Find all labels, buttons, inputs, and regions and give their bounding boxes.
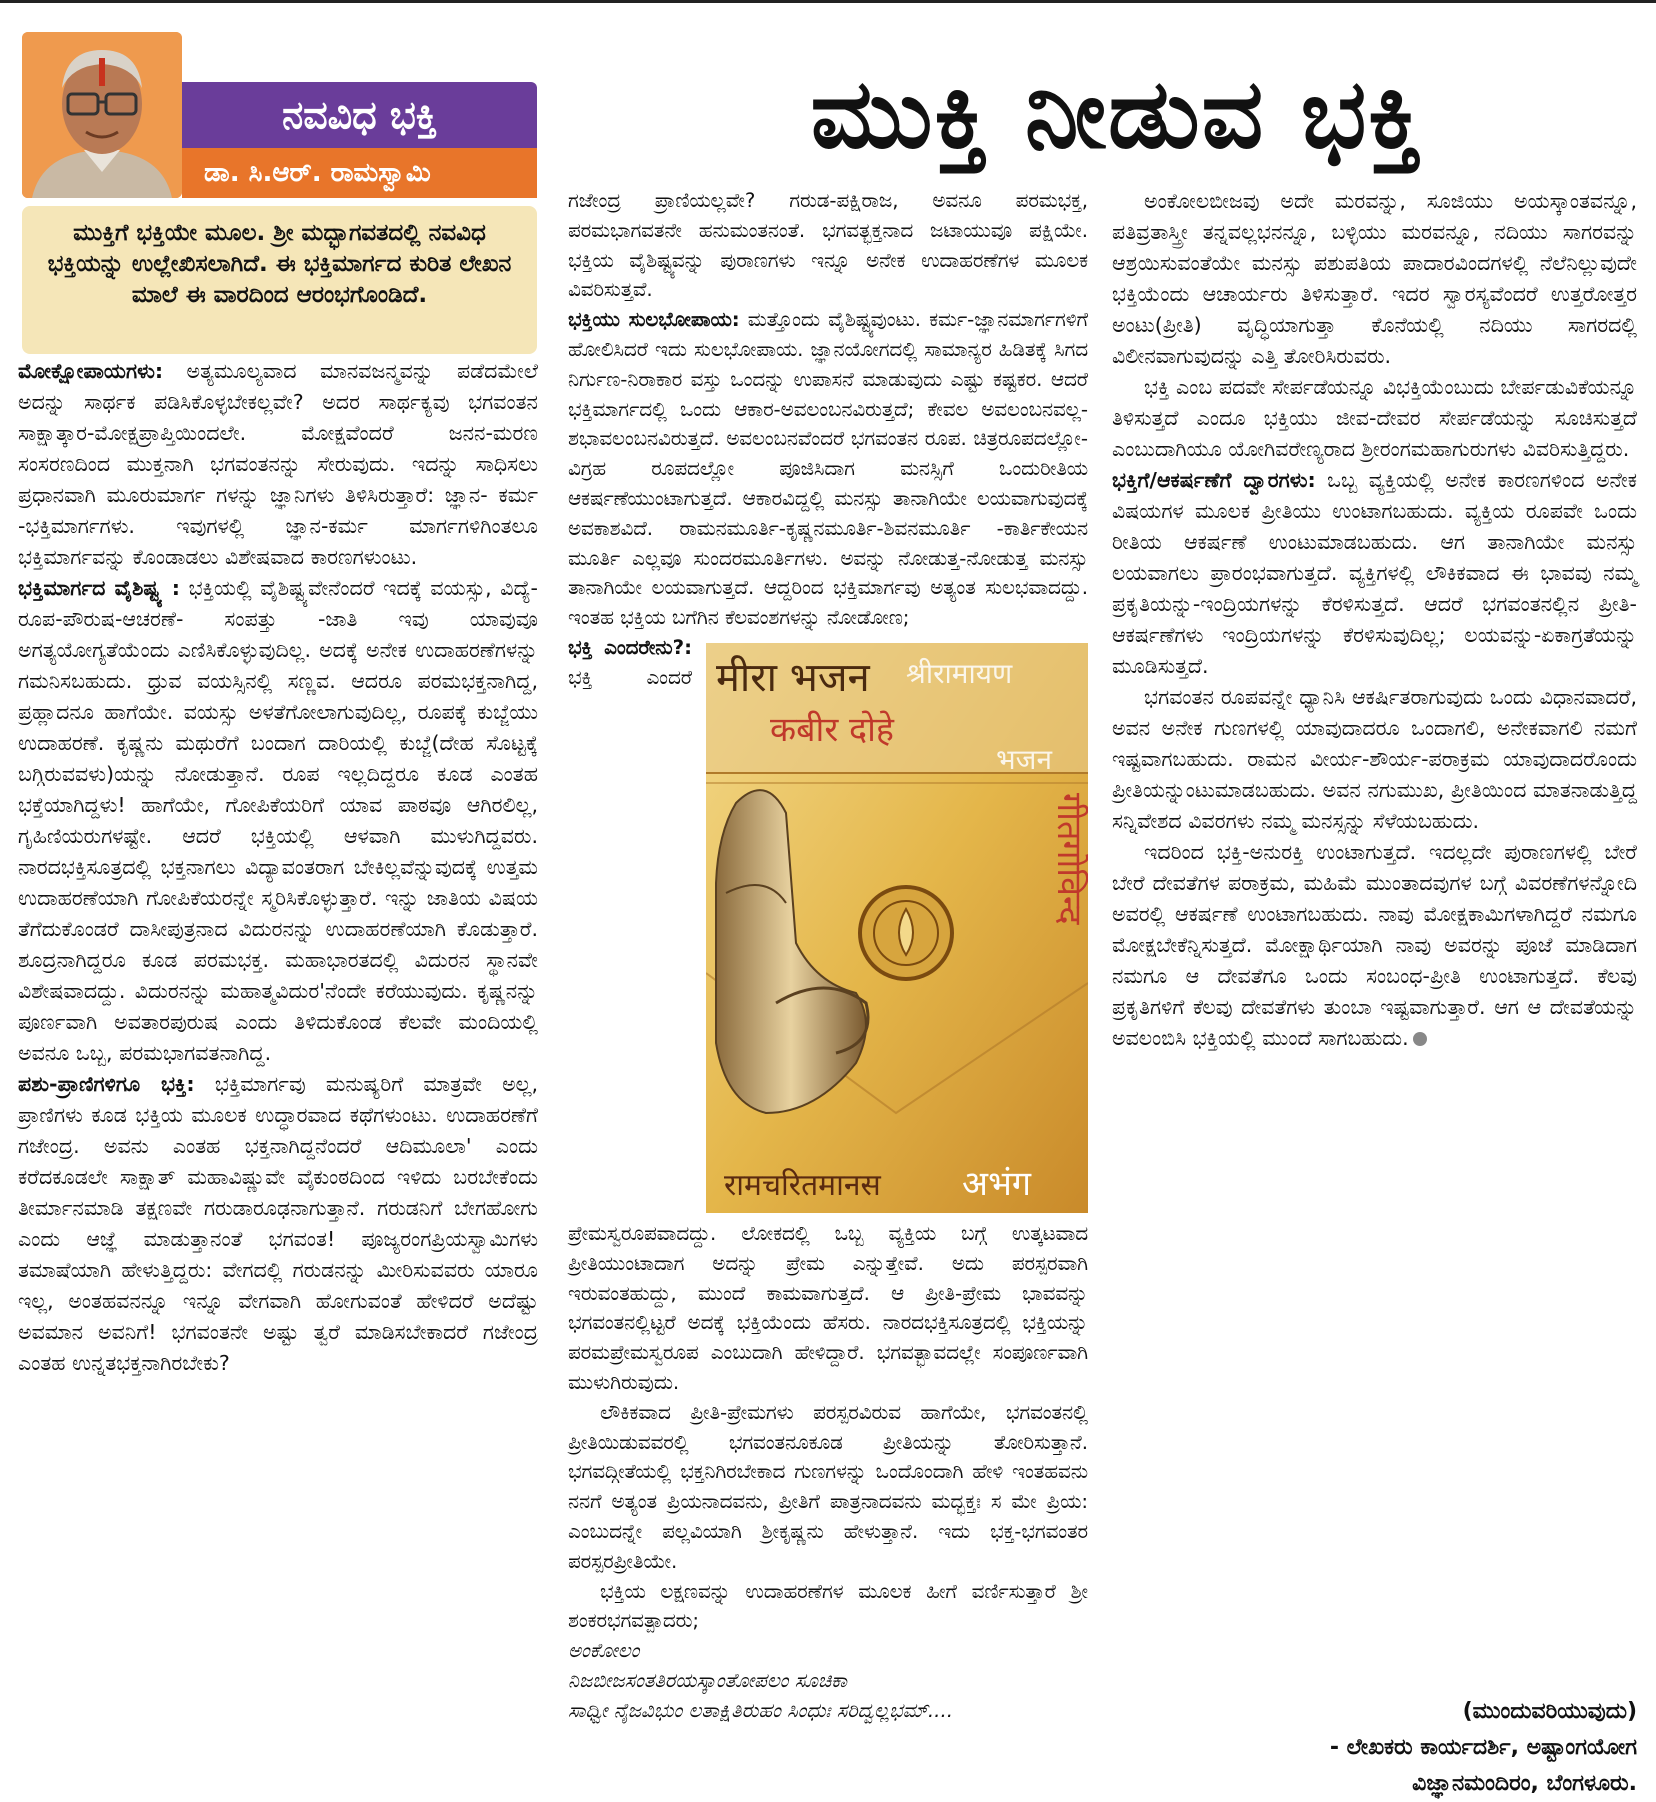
illustration-caption: भजन	[996, 742, 1053, 776]
section-heading: ಭಕ್ತಿಗೆ/ಆಕರ್ಷಣೆಗೆ ದ್ವಾರಗಳು:	[1112, 468, 1316, 492]
illustration-caption: गीतगोविन्द	[1049, 792, 1088, 925]
column-3	[1112, 186, 1637, 1054]
paragraph: ಅಂಕೋಲಬೀಜವು ಅದೇ ಮರವನ್ನು, ಸೂಜಿಯು ಅಯಸ್ಕಾಂತವನ್ನೂ, ಪತಿವ್ರತಾಸ್ತ್ರೀ ತನ್ನವಲ್ಲಭನನ್ನೂ, ಬಳ್ಳಿಯು ಮರವನ್ನೂ, ನದಿಯು ಸಾಗರವನ್ನು ಆಶ್ರಯಿಸುವಂತೆಯೇ ಮನಸ್ಸು ಪಶುಪತಿಯ ಪಾದಾರವಿಂದಗಳಲ್ಲಿ ನೆಲೆನಿಲ್ಲುವುದೇ ಭಕ್ತಿಯೆಂದು ಆಚಾರ್ಯರು ತಿಳಿಸುತ್ತಾರೆ. ಇದರ ಸ್ವಾರಸ್ಯವೆಂದರೆ ಉತ್ತರೋತ್ತರ ಅಂಟು(ಪ್ರೀತಿ) ವೃದ್ಧಿಯಾಗುತ್ತಾ ಕೊನೆಯಲ್ಲಿ ನದಿಯು ಸಾಗರದಲ್ಲಿ ವಿಲೀನವಾಗುವುದನ್ನು ಎತ್ತಿ ತೋರಿಸಿರುವರು.	[1112, 189, 1637, 368]
continued-label: (ಮುಂದುವರಿಯುವುದು)	[1462, 1699, 1637, 1724]
paragraph-text: ಮತ್ತೊಂದು ವೈಶಿಷ್ಟ್ಯವುಂಟು. ಕರ್ಮ-ಜ್ಞಾನಮಾರ್ಗಗಳಿಗೆ ಹೋಲಿಸಿದರೆ ಇದು ಸುಲಭೋಪಾಯ. ಜ್ಞಾನಯೋಗದಲ್ಲಿ ಸಾಮಾನ್ಯರ ಹಿಡಿತಕ್ಕೆ ಸಿಗದ ನಿರ್ಗುಣ-ನಿರಾಕಾರ ವಸ್ತು ಒಂದನ್ನು ಉಪಾಸನೆ ಮಾಡುವುದು ಎಷ್ಟು ಕಷ್ಟಕರ. ಆದರೆ ಭಕ್ತಿಮಾರ್ಗದಲ್ಲಿ ಒಂದು ಆಕಾರ-ಅವಲಂಬನವಿರುತ್ತದೆ; ಕೇವಲ ಅವಲಂಬನವಲ್ಲ-ಶಭಾವಲಂಬನವಿರುತ್ತದೆ. ಅವಲಂಬನವೆಂದರೆ ಭಗವಂತನ ರೂಪ. ಚಿತ್ರರೂಪದಲ್ಲೋ-ವಿಗ್ರಹ ರೂಪದಲ್ಲೋ ಪೂಜಿಸಿದಾಗ ಮನಸ್ಸಿಗೆ ಒಂದುರೀತಿಯ ಆಕರ್ಷಣೆಯುಂಟಾಗುತ್ತದೆ. ಆಕಾರವಿದ್ದಲ್ಲಿ ಮನಸ್ಸು ತಾನಾಗಿಯೇ ಲಯವಾಗುವುದಕ್ಕೆ ಅವಕಾಶವಿದೆ. ರಾಮನಮೂರ್ತಿ-ಕೃಷ್ಣನಮೂರ್ತಿ-ಶಿವನಮೂರ್ತಿ -ಕಾರ್ತಿಕೇಯನ ಮೂರ್ತಿ ಎಲ್ಲವೂ ಸುಂದರಮೂರ್ತಿಗಳು. ಅವನ್ನು ನೋಡುತ್ತ-ನೋಡುತ್ತ ಮನಸ್ಸು ತಾನಾಗಿಯೇ ಲಯವಾಗುತ್ತದೆ. ಆದ್ದರಿಂದ ಭಕ್ತಿಮಾರ್ಗವು ಅತ್ಯಂತ ಸುಲಭವಾದದ್ದು. ಇಂತಹ ಭಕ್ತಿಯ ಬಗೆಗಿನ ಕೆಲವಂಶಗಳನ್ನು ನೋಡೋಣ;	[568, 308, 1088, 630]
paragraph-text: ಭಕ್ತಿಮಾರ್ಗವು ಮನುಷ್ಯರಿಗೆ ಮಾತ್ರವೇ ಅಲ್ಲ, ಪ್ರಾಣಿಗಳು ಕೂಡ ಭಕ್ತಿಯ ಮೂಲಕ ಉದ್ಧಾರವಾದ ಕಥೆಗಳುಂಟು. ಉದಾಹರಣೆಗೆ ಗಜೇಂದ್ರ. ಅವನು ಎಂತಹ ಭಕ್ತನಾಗಿದ್ದನೆಂದರೆ ಆದಿಮೂಲಾ' ಎಂದು ಕರೆದಕೂಡಲೇ ಸಾಕ್ಷಾತ್ ಮಹಾವಿಷ್ಣುವೇ ವೈಕುಂಠದಿಂದ ಇಳಿದು ಬರಬೇಕೆಂದು ತೀರ್ಮಾನಮಾಡಿ ತಕ್ಷಣವೇ ಗರುಡಾರೂಢನಾಗುತ್ತಾನೆ. ಗರುಡನಿಗೆ ಬೇಗಹೋಗು ಎಂದು ಆಜ್ಞೆ ಮಾಡುತ್ತಾನಂತೆ ಭಗವಂತ! ಪೂಜ್ಯರಂಗಪ್ರಿಯಸ್ವಾಮಿಗಳು ತಮಾಷೆಯಾಗಿ ಹೇಳುತ್ತಿದ್ದರು: ವೇಗದಲ್ಲಿ ಗರುಡನನ್ನು ಮೀರಿಸುವವರು ಯಾರೂ ಇಲ್ಲ, ಅಂತಹವನನ್ನೂ ಇನ್ನೂ ವೇಗವಾಗಿ ಹೋಗುವಂತೆ ಹೇಳಿದರೆ ಅದೆಷ್ಟು ಅವಮಾನ ಅವನಿಗೆ! ಭಗವಂತನೇ ಅಷ್ಟು ತ್ವರೆ ಮಾಡಿಸಬೇಕಾದರೆ ಗಜೇಂದ್ರ ಎಂತಹ ಉನ್ನತಭಕ್ತನಾಗಿರಬೇಕು?	[18, 1072, 539, 1375]
paragraph	[1112, 837, 1637, 1054]
meditation-hand-illustration-icon	[706, 643, 1088, 1213]
series-title: ನವವಿಧ ಭಕ್ತಿ	[182, 82, 537, 148]
paragraph: ಗಜೇಂದ್ರ ಪ್ರಾಣಿಯಲ್ಲವೇ? ಗರುಡ-ಪಕ್ಷಿರಾಜ, ಅವನೂ ಪರಮಭಕ್ತ, ಪರಮಭಾಗವತನೇ ಹನುಮಂತನಂತೆ. ಭಗವತ್ಭಕ್ತನಾದ ಜಟಾಯುವೂ ಪಕ್ಷಿಯೇ. ಭಕ್ತಿಯ ವೈಶಿಷ್ಟ್ಯವನ್ನು ಪುರಾಣಗಳು ಇನ್ನೂ ಅನೇಕ ಉದಾಹರಣೆಗಳ ಮೂಲಕ ವಿವರಿಸುತ್ತವೆ.	[568, 189, 1088, 302]
illustration-caption: मीरा भजन	[716, 654, 870, 701]
shloka	[568, 1636, 1088, 1725]
illustration	[706, 643, 1088, 1213]
author-credit: - ಲೇಖಕರು ಕಾರ್ಯದರ್ಶಿ, ಅಷ್ಟಾಂಗಯೋಗ	[1329, 1735, 1637, 1760]
paragraph-text: ಅತ್ಯಮೂಲ್ಯವಾದ ಮಾನವಜನ್ಮವನ್ನು ಪಡೆದಮೇಲೆ ಅದನ್ನು ಸಾರ್ಥಕ ಪಡಿಸಿಕೊಳ್ಳಬೇಕಲ್ಲವೇ? ಅದರ ಸಾರ್ಥಕ್ಯವು ಭಗವಂತನ ಸಾಕ್ಷಾತ್ಕಾರ-ಮೋಕ್ಷಪ್ರಾಪ್ತಿಯಿಂದಲೇ. ಮೋಕ್ಷವೆಂದರೆ ಜನನ-ಮರಣ ಸಂಸರಣದಿಂದ ಮುಕ್ತನಾಗಿ ಭಗವಂತನನ್ನು ಸೇರುವುದು. ಇದನ್ನು ಸಾಧಿಸಲು ಪ್ರಧಾನವಾಗಿ ಮೂರುಮಾರ್ಗ ಗಳನ್ನು ಜ್ಞಾನಿಗಳು ತಿಳಿಸಿರುತ್ತಾರೆ: ಜ್ಞಾನ- ಕರ್ಮ -ಭಕ್ತಿಮಾರ್ಗಗಳು. ಇವುಗಳಲ್ಲಿ ಜ್ಞಾನ-ಕರ್ಮ ಮಾರ್ಗಗಳಿಗಿಂತಲೂ ಭಕ್ತಿಮಾರ್ಗವನ್ನು ಕೊಂಡಾಡಲು ವಿಶೇಷವಾದ ಕಾರಣಗಳುಂಟು.	[18, 359, 538, 569]
author-name: ಡಾ. ಸಿ.ಆರ್. ರಾಮಸ್ವಾಮಿ	[182, 148, 537, 198]
paragraph	[568, 305, 1088, 633]
shloka-line: ಸಾಧ್ವೀ ನೈಜವಿಭುಂ ಲತಾಕ್ಷಿತಿರುಹಂ ಸಿಂಧುಃ ಸರಿದ್ವಲ್ಲಭಮ್....	[568, 1698, 954, 1722]
paragraph: ಭಕ್ತಿಯ ಲಕ್ಷಣವನ್ನು ಉದಾಹರಣೆಗಳ ಮೂಲಕ ಹೀಗೆ ವರ್ಣಿಸುತ್ತಾರೆ ಶ್ರೀ ಶಂಕರಭಗವತ್ಪಾದರು;	[568, 1579, 1088, 1633]
paragraph-text: ಇದರಿಂದ ಭಕ್ತಿ-ಅನುರಕ್ತಿ ಉಂಟಾಗುತ್ತದೆ. ಇದಲ್ಲದೇ ಪುರಾಣಗಳಲ್ಲಿ ಬೇರೆ ಬೇರೆ ದೇವತೆಗಳ ಪರಾಕ್ರಮ, ಮಹಿಮೆ ಮುಂತಾದವುಗಳ ಬಗ್ಗೆ ವಿವರಣೆಗಳನ್ನೋದಿ ಅವರಲ್ಲಿ ಆಕರ್ಷಣೆ ಉಂಟಾಗಬಹುದು. ನಾವು ಮೋಕ್ಷಕಾಮಿಗಳಾಗಿದ್ದರೆ ನಮಗೂ ಮೋಕ್ಷಬೇಕೆನ್ನಿಸುತ್ತದೆ. ಮೋಕ್ಷಾರ್ಥಿಯಾಗಿ ನಾವು ಅವರನ್ನು ಪೂಜೆ ಮಾಡಿದಾಗ ನಮಗೂ ಆ ದೇವತೆಗೂ ಒಂದು ಸಂಬಂಧ-ಪ್ರೀತಿ ಉಂಟಾಗುತ್ತದೆ. ಕೆಲವು ಪ್ರಕೃತಿಗಳಿಗೆ ಕೆಲವು ದೇವತೆಗಳು ತುಂಬಾ ಇಷ್ಟವಾಗುತ್ತಾರೆ. ಆಗ ಆ ದೇವತೆಯನ್ನು ಅವಲಂಬಿಸಿ ಭಕ್ತಿಯಲ್ಲಿ ಮುಂದೆ ಸಾಗಬಹುದು.	[1112, 840, 1637, 1050]
paragraph	[18, 573, 538, 1069]
section-heading: ಭಕ್ತಿಯು ಸುಲಭೋಪಾಯ:	[568, 308, 740, 332]
paragraph-text: ಒಬ್ಬ ವ್ಯಕ್ತಿಯಲ್ಲಿ ಅನೇಕ ಕಾರಣಗಳಿಂದ ಅನೇಕ ವಿಷಯಗಳ ಮೂಲಕ ಪ್ರೀತಿಯು ಉಂಟಾಗಬಹುದು. ವ್ಯಕ್ತಿಯ ರೂಪವೇ ಒಂದು ರೀತಿಯ ಆಕರ್ಷಣೆ ಉಂಟುಮಾಡಬಹುದು. ಆಗ ತಾನಾಗಿಯೇ ಮನಸ್ಸು ಲಯವಾಗಲು ಪ್ರಾರಂಭವಾಗುತ್ತದೆ. ವ್ಯಕ್ತಿಗಳಲ್ಲಿ ಲೌಕಿಕವಾದ ಈ ಭಾವವು ನಮ್ಮ ಪ್ರಕೃತಿಯನ್ನು-ಇಂದ್ರಿಯಗಳನ್ನು ಕೆರಳಿಸುತ್ತದೆ. ಆದರೆ ಭಗವಂತನಲ್ಲಿನ ಪ್ರೀತಿ- ಆಕರ್ಷಣೆಗಳು ಇಂದ್ರಿಯಗಳನ್ನು ಕೆರಳಿಸುವುದಿಲ್ಲ; ಲಯವನ್ನು-ಏಕಾಗ್ರತೆಯನ್ನು ಮೂಡಿಸುತ್ತದೆ.	[1112, 468, 1637, 678]
illustration-caption: कबीर दोहे	[770, 709, 894, 750]
top-rule	[0, 0, 1656, 3]
paragraph	[568, 633, 1088, 1398]
shloka-line: ಅಂಕೋಲಂ	[568, 1639, 640, 1663]
author-footnote	[1112, 1694, 1637, 1802]
illustration-caption: श्रीरामायण	[906, 656, 1013, 690]
paragraph	[18, 1069, 538, 1379]
shloka-line: ನಿಜಬೀಜಸಂತತಿರಯಸ್ಕಾಂತೋಪಲಂ ಸೂಚಿಕಾ	[568, 1668, 848, 1692]
paragraph	[1112, 465, 1637, 682]
paragraph-text: ಭಕ್ತಿ ಎಂದರೆ ಪ್ರೇಮಸ್ವರೂಪವಾದದ್ದು. ಲೋಕದಲ್ಲಿ ಒಬ್ಬ ವ್ಯಕ್ತಿಯ ಬಗ್ಗೆ ಉತ್ಕಟವಾದ ಪ್ರೀತಿಯುಂಟಾದಾಗ ಅದನ್ನು ಪ್ರೇಮ ಎನ್ನುತ್ತೇವೆ. ಅದು ಪರಸ್ಪರವಾಗಿ ಇರುವಂತಹುದ್ದು, ಮುಂದೆ ಕಾಮವಾಗುತ್ತದೆ. ಆ ಪ್ರೀತಿ-ಪ್ರೇಮ ಭಾವವನ್ನು ಭಗವಂತನಲ್ಲಿಟ್ಟರೆ ಅದಕ್ಕೆ ಭಕ್ತಿಯೆಂದು ಹೆಸರು. ನಾರದಭಕ್ತಿಸೂತ್ರದಲ್ಲಿ ಭಕ್ತಿಯನ್ನು ಪರಮಪ್ರೇಮಸ್ವರೂಪ ಎಂಬುದಾಗಿ ಹೇಳಿದ್ದಾರೆ. ಭಗವತ್ಭಾವದಲ್ಲೇ ಸಂಪೂರ್ಣವಾಗಿ ಮುಳುಗಿರುವುದು.	[568, 665, 1088, 1394]
illustration-caption: रामचरितमानस	[724, 1167, 881, 1203]
author-photo	[22, 32, 182, 198]
section-heading: ಭಕ್ತಿ ಎಂದರೇನು?:	[568, 635, 692, 659]
intro-box: ಮುಕ್ತಿಗೆ ಭಕ್ತಿಯೇ ಮೂಲ. ಶ್ರೀ ಮದ್ಭಾಗವತದಲ್ಲಿ ನವವಿಧ ಭಕ್ತಿಯನ್ನು ಉಲ್ಲೇಖಿಸಲಾಗಿದೆ. ಈ ಭಕ್ತಿಮಾರ್ಗದ ಕುರಿತ ಲೇಖನ ಮಾಲೆ ಈ ವಾರದಿಂದ ಆರಂಭಗೊಂಡಿದೆ.	[22, 206, 537, 354]
paragraph: ಭಗವಂತನ ರೂಪವನ್ನೇ ಧ್ಯಾನಿಸಿ ಆಕರ್ಷಿತರಾಗುವುದು ಒಂದು ವಿಧಾನವಾದರೆ, ಅವನ ಅನೇಕ ಗುಣಗಳಲ್ಲಿ ಯಾವುದಾದರೂ ಒಂದಾಗಲಿ, ಅನೇಕವಾಗಲಿ ನಮಗೆ ಇಷ್ಟವಾಗಬಹುದು. ರಾಮನ ವೀರ್ಯ-ಶೌರ್ಯ-ಪರಾಕ್ರಮ ಯಾವುದಾದರೊಂದು ಪ್ರೀತಿಯನ್ನುಂಟುಮಾಡಬಹುದು. ಅವನ ನಗುಮುಖ, ಪ್ರೀತಿಯಿಂದ ಮಾತನಾಡುತ್ತಿದ್ದ ಸನ್ನಿವೇಶದ ವಿವರಗಳು ನಮ್ಮ ಮನಸ್ಸನ್ನು ಸೆಳೆಯಬಹುದು.	[1112, 685, 1637, 833]
section-heading: ಮೋಕ್ಷೋಪಾಯಗಳು:	[18, 359, 164, 383]
column-1	[18, 356, 538, 1379]
paragraph: ಭಕ್ತಿ ಎಂಬ ಪದವೇ ಸೇರ್ಪಡೆಯನ್ನೂ ವಿಭಕ್ತಿಯೆಂಬುದು ಬೇರ್ಪಡುವಿಕೆಯನ್ನೂ ತಿಳಿಸುತ್ತದೆ ಎಂದೂ ಭಕ್ತಿಯು ಜೀವ-ದೇವರ ಸೇರ್ಪಡೆಯನ್ನು ಸೂಚಿಸುತ್ತದೆ ಎಂಬುದಾಗಿಯೂ ಯೋಗಿವರೇಣ್ಯರಾದ ಶ್ರೀರಂಗಮಹಾಗುರುಗಳು ವಿವರಿಸುತ್ತಿದ್ದರು.	[1112, 375, 1637, 461]
author-portrait-icon	[22, 32, 182, 198]
section-heading: ಭಕ್ತಿಮಾರ್ಗದ ವೈಶಿಷ್ಟ್ಯ :	[18, 576, 180, 600]
author-credit: ವಿಜ್ಞಾನಮಂದಿರಂ, ಬೆಂಗಳೂರು.	[1412, 1771, 1637, 1796]
page-title: ಮುಕ್ತಿ ನೀಡುವ ಭಕ್ತಿ	[810, 57, 1424, 170]
column-2	[568, 186, 1088, 1726]
illustration-caption: अभंग	[962, 1163, 1032, 1204]
end-mark-icon	[1413, 1032, 1427, 1046]
paragraph-text: ಭಕ್ತಿಯಲ್ಲಿ ವೈಶಿಷ್ಟ್ಯವೇನೆಂದರೆ ಇದಕ್ಕೆ ವಯಸ್ಸು, ವಿದ್ಯೆ-ರೂಪ-ಪೌರುಷ-ಆಚರಣೆ- ಸಂಪತ್ತು -ಜಾತಿ ಇವು ಯಾವುವೂ ಅಗತ್ಯಯೋಗ್ಯತೆಯೆಂದು ಎಣಿಸಿಕೊಳ್ಳುವುದಿಲ್ಲ. ಅದಕ್ಕೆ ಅನೇಕ ಉದಾಹರಣೆಗಳನ್ನು ಗಮನಿಸಬಹುದು. ಧ್ರುವ ವಯಸ್ಸಿನಲ್ಲಿ ಸಣ್ಣವ. ಆದರೂ ಪರಮಭಕ್ತನಾಗಿದ್ದ, ಪ್ರಹ್ಲಾದನೂ ಹಾಗೆಯೇ. ವಯಸ್ಸು ಅಳತೆಗೋಲಾಗುವುದಿಲ್ಲ, ರೂಪಕ್ಕೆ ಕುಬ್ಜೆಯು ಉದಾಹರಣೆ. ಕೃಷ್ಣನು ಮಥುರೆಗೆ ಬಂದಾಗ ದಾರಿಯಲ್ಲಿ ಕುಬ್ಜೆ(ದೇಹ ಸೊಟ್ಟಕ್ಕೆ ಬಗ್ಗಿರುವವಳು)ಯನ್ನು ನೋಡುತ್ತಾನೆ. ರೂಪ ಇಲ್ಲದಿದ್ದರೂ ಕೂಡ ಎಂತಹ ಭಕ್ತೆಯಾಗಿದ್ದಳು! ಹಾಗೆಯೇ, ಗೋಪಿಕೆಯರಿಗೆ ಯಾವ ಪಾಠವೂ ಆಗಿರಲಿಲ್ಲ, ಗೃಹಿಣಿಯರುಗಳಷ್ಟೇ. ಆದರೆ ಭಕ್ತಿಯಲ್ಲಿ ಆಳವಾಗಿ ಮುಳುಗಿದ್ದವರು. ನಾರದಭಕ್ತಿಸೂತ್ರದಲ್ಲಿ ಭಕ್ತನಾಗಲು ವಿದ್ಯಾವಂತರಾಗ ಬೇಕಿಲ್ಲವೆನ್ನುವುದಕ್ಕೆ ಉತ್ತಮ ಉದಾಹರಣೆಯಾಗಿ ಗೋಪಿಕೆಯರನ್ನೇ ಸ್ಮರಿಸಿಕೊಳ್ಳುತ್ತಾರೆ. ಇನ್ನು ಜಾತಿಯ ವಿಷಯ ತೆಗೆದುಕೊಂಡರೆ ದಾಸೀಪುತ್ರನಾದ ವಿದುರನನ್ನು ಉದಾಹರಣೆಯಾಗಿ ಕೊಡುತ್ತಾರೆ. ಶೂದ್ರನಾಗಿದ್ದರೂ ಕೂಡ ಪರಮಭಕ್ತ. ಮಹಾಭಾರತದಲ್ಲಿ ವಿದುರನ ಸ್ಥಾನವೇ ವಿಶೇಷವಾದದ್ದು. ವಿದುರನನ್ನು ಮಹಾತ್ಮವಿದುರ'ನೆಂದೇ ಕರೆಯುವುದು. ಕೃಷ್ಣನನ್ನು ಪೂರ್ಣವಾಗಿ ಅವತಾರಪುರುಷ ಎಂದು ತಿಳಿದುಕೊಂಡ ಕೆಲವೇ ಮಂದಿಯಲ್ಲಿ ಅವನೂ ಒಬ್ಬ, ಪರಮಭಾಗವತನಾಗಿದ್ದ.	[18, 576, 538, 1065]
paragraph	[18, 356, 538, 573]
section-heading: ಪಶು-ಪ್ರಾಣಿಗಳಿಗೂ ಭಕ್ತಿ:	[18, 1072, 195, 1096]
paragraph: ಲೌಕಿಕವಾದ ಪ್ರೀತಿ-ಪ್ರೇಮಗಳು ಪರಸ್ಪರವಿರುವ ಹಾಗೆಯೇ, ಭಗವಂತನಲ್ಲಿ ಪ್ರೀತಿಯಿಡುವವರಲ್ಲಿ ಭಗವಂತನೂಕೂಡ ಪ್ರೀತಿಯನ್ನು ತೋರಿಸುತ್ತಾನೆ. ಭಗವದ್ಗೀತೆಯಲ್ಲಿ ಭಕ್ತನಿಗಿರಬೇಕಾದ ಗುಣಗಳನ್ನು ಒಂದೊಂದಾಗಿ ಹೇಳಿ ಇಂತಹವನು ನನಗೆ ಅತ್ಯಂತ ಪ್ರಿಯನಾದವನು, ಪ್ರೀತಿಗೆ ಪಾತ್ರನಾದವನು ಮದ್ಭಕ್ತಃ ಸ ಮೇ ಪ್ರಿಯ: ಎಂಬುದನ್ನೇ ಪಲ್ಲವಿಯಾಗಿ ಶ್ರೀಕೃಷ್ಣನು ಹೇಳುತ್ತಾನೆ. ಇದು ಭಕ್ತ-ಭಗವಂತರ ಪರಸ್ಪರಪ್ರೀತಿಯೇ.	[568, 1400, 1088, 1573]
